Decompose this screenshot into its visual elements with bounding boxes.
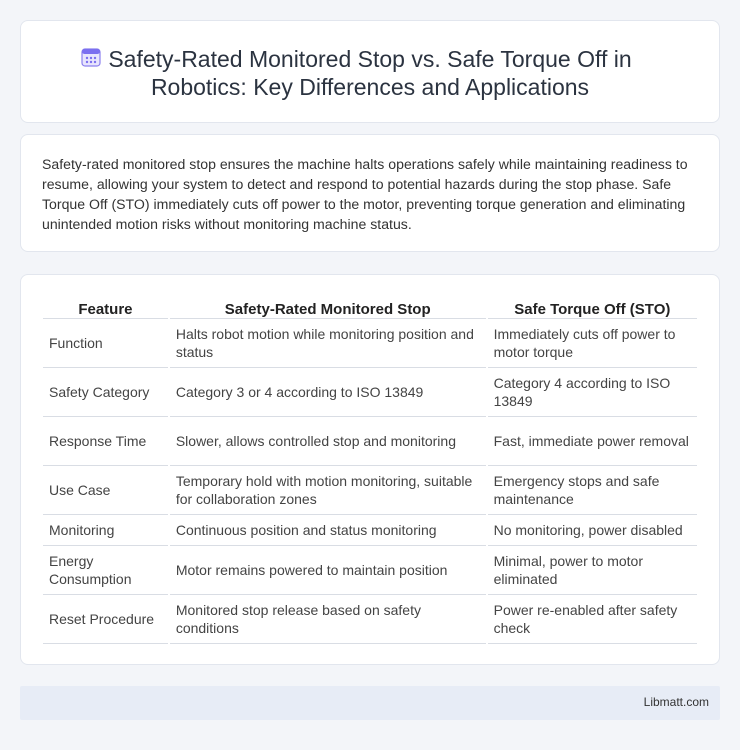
page-title xyxy=(21,45,719,101)
table-row xyxy=(43,319,697,368)
row-feature: Monitoring xyxy=(43,515,168,546)
header-monitored-stop: Safety-Rated Monitored Stop xyxy=(170,295,486,319)
row-feature: Function xyxy=(43,319,168,368)
row-feature: Use Case xyxy=(43,466,168,515)
row-sto: Fast, immediate power removal xyxy=(488,417,697,466)
footer-brand: Libmatt.com xyxy=(643,695,709,709)
table-header-row xyxy=(43,295,697,319)
page-title-line1: Safety-Rated Monitored Stop vs. Safe Torque Off in xyxy=(108,46,632,72)
row-sto: No monitoring, power disabled xyxy=(488,515,697,546)
row-monitored-stop: Continuous position and status monitoring xyxy=(170,515,486,546)
row-feature: Energy Consumption xyxy=(43,546,168,595)
row-sto: Category 4 according to ISO 13849 xyxy=(488,368,697,417)
page-title-line2: Robotics: Key Differences and Applications xyxy=(150,74,590,100)
row-monitored-stop: Halts robot motion while monitoring position and status xyxy=(170,319,486,368)
table-row xyxy=(43,515,697,546)
row-monitored-stop: Monitored stop release based on safety conditions xyxy=(170,595,486,644)
row-feature: Safety Category xyxy=(43,368,168,417)
row-sto: Minimal, power to motor eliminated xyxy=(488,546,697,595)
comparison-table xyxy=(41,295,699,644)
row-monitored-stop: Slower, allows controlled stop and monitoring xyxy=(170,417,486,466)
row-sto: Emergency stops and safe maintenance xyxy=(488,466,697,515)
header-feature: Feature xyxy=(43,295,168,319)
row-monitored-stop: Category 3 or 4 according to ISO 13849 xyxy=(170,368,486,417)
row-sto: Immediately cuts off power to motor torque xyxy=(488,319,697,368)
intro-card xyxy=(20,134,720,252)
row-feature: Response Time xyxy=(43,417,168,466)
comparison-card xyxy=(20,274,720,665)
row-feature: Reset Procedure xyxy=(43,595,168,644)
row-monitored-stop: Temporary hold with motion monitoring, suitable for collaboration zones xyxy=(170,466,486,515)
table-row xyxy=(43,466,697,515)
header-sto: Safe Torque Off (STO) xyxy=(488,295,697,319)
intro-paragraph: Safety-rated monitored stop ensures the machine halts operations safely while maintaining readiness to resume, allowing your system to detect and respond to potential hazards during the stop phase. Safe Torque Off (STO) immediately cuts off power to the motor, preventing torque generation and eliminating unintended motion risks without monitoring machine status. xyxy=(42,156,688,232)
table-row xyxy=(43,417,697,466)
table-row xyxy=(43,595,697,644)
footer-bar xyxy=(20,686,720,720)
title-card xyxy=(20,20,720,123)
row-sto: Power re-enabled after safety check xyxy=(488,595,697,644)
table-row xyxy=(43,368,697,417)
table-row xyxy=(43,546,697,595)
row-monitored-stop: Motor remains powered to maintain position xyxy=(170,546,486,595)
